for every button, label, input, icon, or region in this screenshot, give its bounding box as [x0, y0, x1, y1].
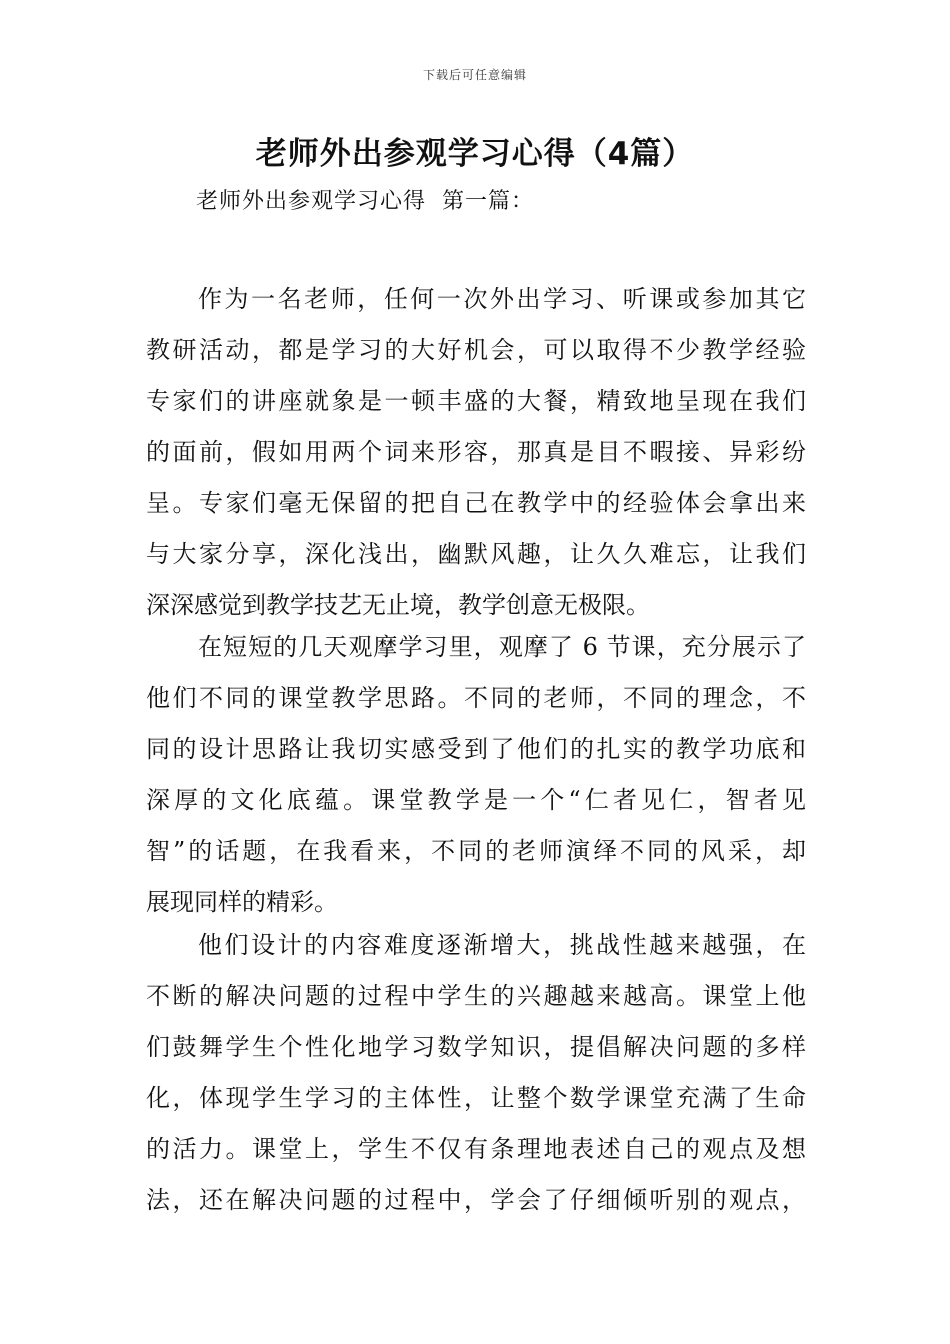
section-heading: 老师外出参观学习心得 第一篇：: [196, 189, 534, 214]
paragraph-line: 作为一名老师，任何一次外出学习、听课或参加其它: [198, 285, 806, 313]
paragraph-2: [146, 622, 806, 673]
paragraph-line: 展现同样的精彩。: [146, 888, 338, 916]
paragraph-3: [146, 920, 806, 971]
paragraph-1: [146, 274, 806, 325]
document-title: 老师外出参观学习心得（4篇）: [255, 136, 695, 172]
paragraph-1-body: [146, 325, 806, 631]
paragraph-line: 他们不同的课堂教学思路。不同的老师，不同的理念，不: [146, 684, 806, 712]
paragraph-3-body: [146, 971, 806, 1226]
paragraph-line: 化，体现学生学习的主体性，让整个数学课堂充满了生命: [146, 1084, 806, 1112]
paragraph-line: 教研活动，都是学习的大好机会，可以取得不少教学经验: [146, 336, 806, 364]
paragraph-line: 的面前，假如用两个词来形容，那真是目不暇接、异彩纷: [146, 438, 806, 466]
paragraph-line: 深厚的文化底蕴。课堂教学是一个“仁者见仁，智者见: [146, 786, 806, 814]
paragraph-line: 不断的解决问题的过程中学生的兴趣越来越高。课堂上他: [146, 982, 806, 1010]
paragraph-2-body: [146, 673, 806, 928]
paragraph-line: 的活力。课堂上，学生不仅有条理地表述自己的观点及想: [146, 1135, 806, 1163]
paragraph-line: 呈。专家们毫无保留的把自己在教学中的经验体会拿出来: [146, 489, 806, 517]
paragraph-line: 深深感觉到教学技艺无止境，教学创意无极限。: [146, 591, 650, 619]
paragraph-line: 法，还在解决问题的过程中，学会了仔细倾听别的观点，: [146, 1186, 806, 1214]
paragraph-line: 在短短的几天观摩学习里，观摩了 6 节课，充分展示了: [198, 633, 806, 661]
header-note: 下载后可任意编辑: [422, 68, 527, 82]
paragraph-line: 与大家分享，深化浅出，幽默风趣，让久久难忘，让我们: [146, 540, 806, 568]
paragraph-line: 他们设计的内容难度逐渐增大，挑战性越来越强，在: [198, 931, 806, 959]
paragraph-line: 专家们的讲座就象是一顿丰盛的大餐，精致地呈现在我们: [146, 387, 806, 415]
paragraph-line: 智”的话题，在我看来，不同的老师演绎不同的风采，却: [146, 837, 806, 865]
paragraph-line: 同的设计思路让我切实感受到了他们的扎实的教学功底和: [146, 735, 806, 763]
paragraph-line: 们鼓舞学生个性化地学习数学知识，提倡解决问题的多样: [146, 1033, 806, 1061]
